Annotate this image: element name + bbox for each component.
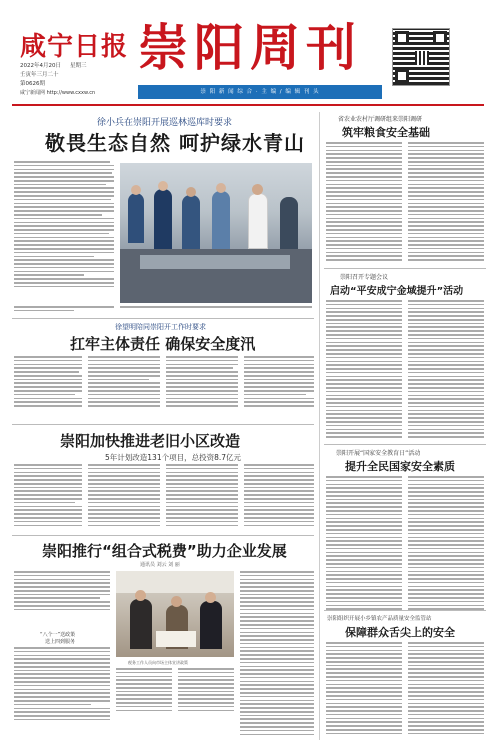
- website-url: 咸宁新闻网 http://www.cxxw.cn: [20, 90, 96, 96]
- story4-byline: 通讯员 刘云 刘 丽: [140, 562, 180, 568]
- r2-headline: 启动“平安成宁金域提升”活动: [330, 286, 464, 297]
- divider: [324, 444, 486, 445]
- issue-date: 2022年4月20日: [20, 63, 61, 69]
- lead-headline: 敬畏生态自然 呵护绿水青山: [45, 131, 305, 155]
- story4-sub-kicker: “八个一”送政策: [40, 632, 76, 638]
- section-band: [138, 85, 382, 99]
- issue-weekday: 星期三: [70, 63, 87, 69]
- lunar-date: 壬寅年三月二十: [20, 72, 59, 78]
- story4-col1: [14, 571, 110, 613]
- story4-col2: [116, 668, 172, 713]
- supplement-title: 崇阳周刊: [138, 19, 362, 77]
- story4-photo: [116, 571, 234, 657]
- divider: [12, 424, 314, 425]
- story4-col4: [240, 571, 314, 737]
- issue-number: 第0626期: [20, 81, 45, 87]
- column-divider: [319, 112, 320, 740]
- story2-kicker: 徐望明陪同崇阳开工作时要求: [115, 323, 206, 331]
- lead-body-col1b: [14, 306, 114, 314]
- story3-col4: [244, 464, 314, 528]
- story4-col3: [178, 668, 234, 713]
- lead-body-col2: [120, 306, 312, 310]
- divider: [324, 268, 486, 269]
- lead-body-col1: [14, 161, 114, 290]
- story2-headline: 扛牢主体责任 确保安全度汛: [70, 335, 256, 353]
- r3-col2: [408, 476, 484, 612]
- divider: [12, 318, 314, 319]
- lead-photo: [120, 163, 312, 303]
- story3-col1: [14, 464, 82, 528]
- r1-kicker: 省农业农村厅调研组来崇阳调研: [338, 116, 423, 123]
- r4-col1: [326, 642, 402, 737]
- story4-photo-caption: 税务工作人员向市场主体宣讲政策: [128, 660, 188, 665]
- r2-kicker: 崇阳召开专题会议: [340, 274, 389, 281]
- story2-col2: [88, 356, 160, 409]
- masthead-rule: [12, 104, 484, 106]
- lead-kicker: 徐小兵在崇阳开展巡林巡库时要求: [97, 118, 233, 128]
- r2-col1: [326, 300, 402, 440]
- story2-col3: [166, 356, 238, 409]
- story4-sub-kicker2: 送上四到服务: [45, 639, 76, 645]
- story2-col4: [244, 356, 314, 409]
- divider: [12, 535, 314, 536]
- r1-col2: [408, 142, 484, 263]
- story3-headline: 崇阳加快推进老旧小区改造: [60, 432, 241, 450]
- r1-col1: [326, 142, 402, 263]
- story3-col2: [88, 464, 160, 528]
- story3-subhead: 5年计划改造131个项目，总投资8.7亿元: [105, 453, 242, 462]
- story4-headline: 崇阳推行“组合式税费”助力企业发展: [42, 542, 287, 560]
- r3-kicker: 崇阳开展“国家安全教育日”活动: [336, 450, 421, 457]
- r4-col2: [408, 642, 484, 737]
- r3-col1: [326, 476, 402, 612]
- divider: [324, 610, 486, 611]
- r4-kicker: 崇阳组织开展小乡镇农产品质量安全监管站: [327, 616, 432, 622]
- r2-col2: [408, 300, 484, 440]
- story2-col1: [14, 356, 82, 409]
- masthead: [0, 0, 494, 112]
- story3-col3: [166, 464, 238, 528]
- story4-col1b: [14, 647, 110, 723]
- qr-code-icon: [392, 28, 450, 86]
- r1-headline: 筑牢粮食安全基础: [342, 126, 430, 139]
- paper-name: 咸宁日报: [20, 32, 129, 62]
- r4-headline: 保障群众舌尖上的安全: [345, 626, 455, 639]
- r3-headline: 提升全民国家安全素质: [345, 460, 455, 473]
- section-band-text: 崇 阳 新 闻 综 合 · 主 编 / 编 辑 刊 头: [200, 89, 320, 95]
